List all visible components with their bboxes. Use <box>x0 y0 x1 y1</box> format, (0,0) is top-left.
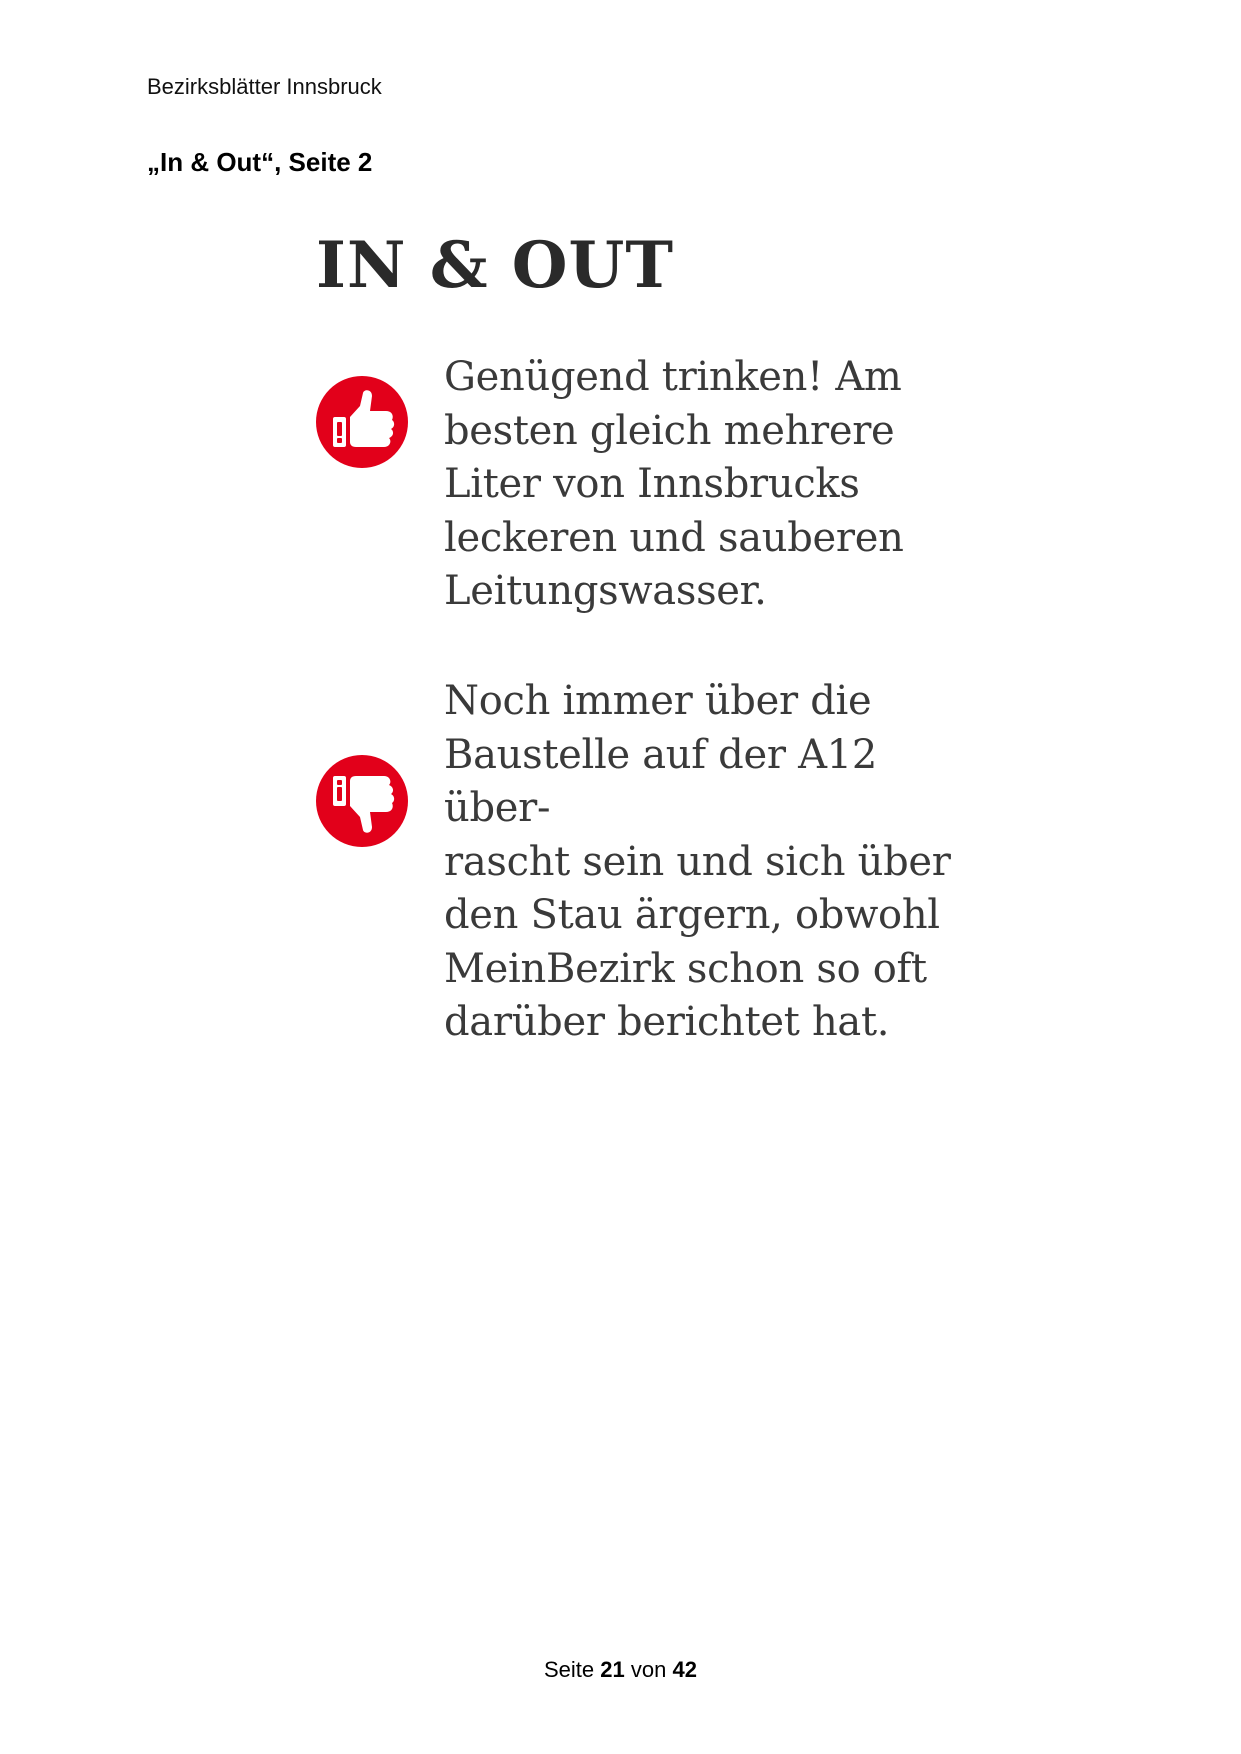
page-footer <box>0 1657 1241 1683</box>
out-item-text: Noch immer über die Baustelle auf der A12 über- rascht sein und sich über den Stau ärgern, obwohl MeinBezirk schon so oft darüber berichtet hat. <box>444 678 951 1045</box>
source-label: Bezirksblätter Innsbruck <box>147 74 382 99</box>
thumbs-up-icon <box>316 376 408 468</box>
article-headline: IN & OUT <box>316 228 674 303</box>
current-page-number: 21 <box>600 1657 625 1682</box>
thumbs-down-icon <box>316 755 408 847</box>
in-item-text: Genügend trinken! Am besten gleich mehrere Liter von Innsbrucks leckeren und sauberen Leitungswasser. <box>444 354 904 614</box>
article-clipping <box>316 228 976 1045</box>
footer-separator: von <box>630 1657 667 1682</box>
footer-prefix: Seite <box>544 1657 595 1682</box>
section-title: „In & Out“, Seite 2 <box>147 147 373 177</box>
total-page-count: 42 <box>672 1657 697 1682</box>
